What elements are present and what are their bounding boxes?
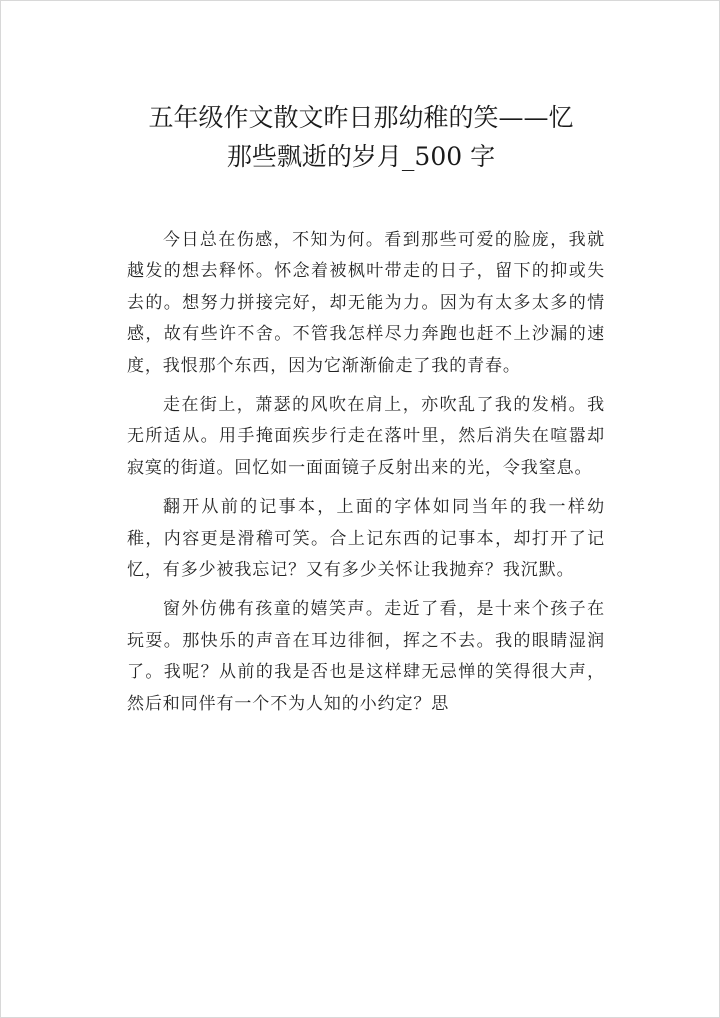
paragraph-2: 走在街上，萧瑟的风吹在肩上，亦吹乱了我的发梢。我无所适从。用手掩面疾步行走在落叶里，然后消失在喧嚣却寂寞的街道。回忆如一面面镜子反射出来的光，令我窒息。	[127, 395, 605, 478]
paragraph-4: 窗外仿佛有孩童的嬉笑声。走近了看，是十来个孩子在玩耍。那快乐的声音在耳边徘徊，挥之不去。我的眼睛湿润了。我呢？从前的我是否也是这样肆无忌惮的笑得很大声，然后和同伴有一个不为人知的小约定？思	[127, 599, 605, 714]
document-title-line-1: 五年级作文散文昨日那幼稚的笑——忆	[148, 103, 574, 132]
document-title-line-2: 那些飘逝的岁月_500 字	[226, 142, 496, 171]
paragraph-1: 今日总在伤感，不知为何。看到那些可爱的脸庞，我就越发的想去释怀。怀念着被枫叶带走的日子，留下的抑或失去的。想努力拼接完好，却无能为力。因为有太多太多的情感，故有些许不舍。不管我怎样尽力奔跑也赶不上沙漏的速度，我恨那个东西，因为它渐渐偷走了我的青春。	[127, 230, 605, 376]
paragraph-3: 翻开从前的记事本，上面的字体如同当年的我一样幼稚，内容更是滑稽可笑。合上记东西的记事本，却打开了记忆，有多少被我忘记？又有多少关怀让我抛弃？我沉默。	[127, 497, 605, 581]
document-body	[127, 225, 605, 728]
